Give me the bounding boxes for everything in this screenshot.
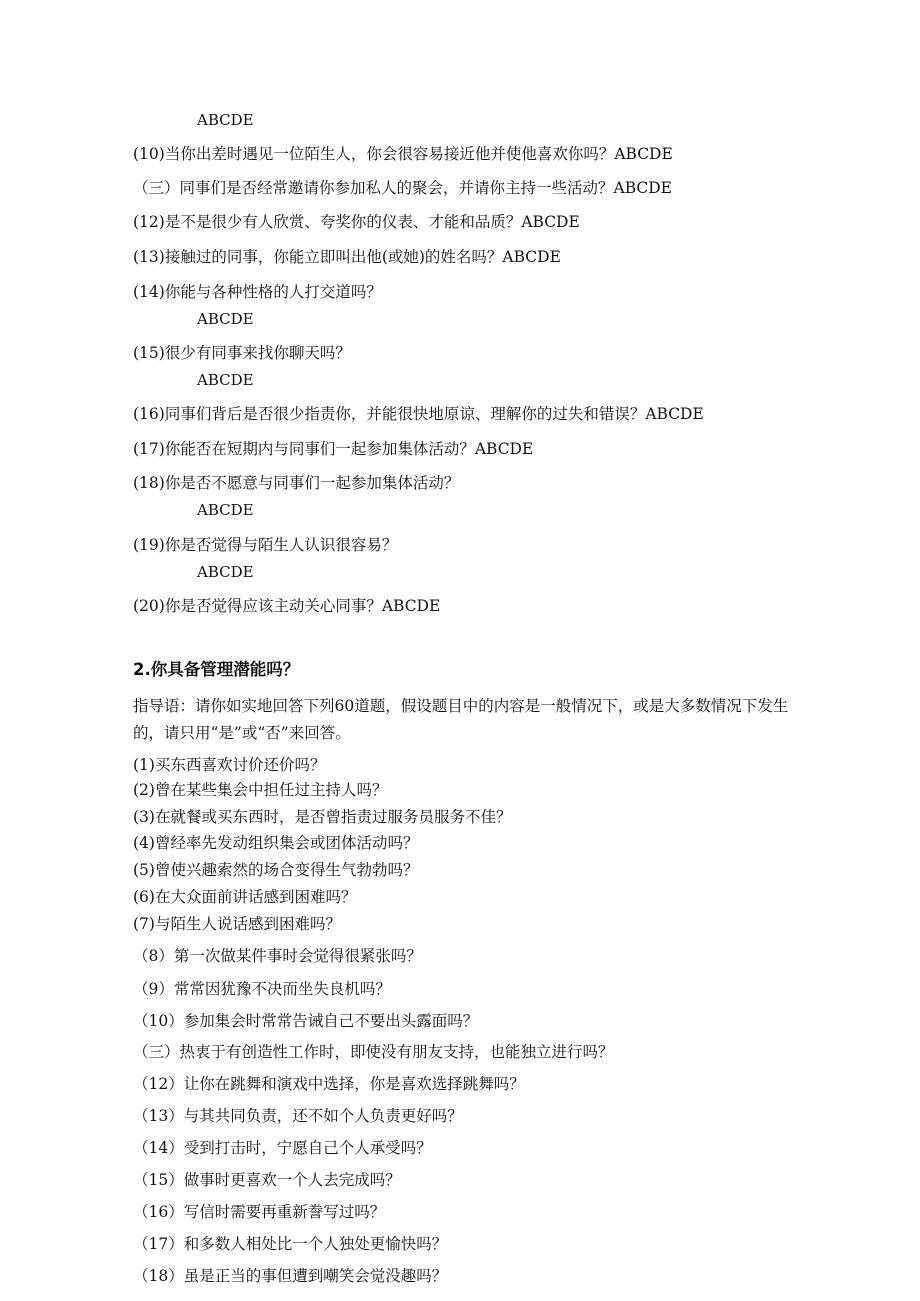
question-line: (20)你是否觉得应该主动关心同事？ABCDE [133,597,441,615]
answer-options: ABCDE [197,310,254,328]
question-line: (17)你能否在短期内与同事们一起参加集体活动？ABCDE [133,440,534,458]
question-line: （10）参加集会时常常告诫自己不要出头露面吗？ [133,1012,479,1030]
question-line: (18)你是否不愿意与同事们一起参加集体活动？ [133,474,460,492]
question-line: (19)你是否觉得与陌生人认识很容易？ [133,536,398,554]
question-line: (12)是不是很少有人欣赏、夸奖你的仪表、才能和品质？ABCDE [133,213,580,231]
instructions-paragraph: 指导语：请你如实地回答下列60道题，假设题目中的内容是一般情况下，或是大多数情况下发生的，请只用“是”或“否”来回答。 [133,697,789,742]
section-heading: 2.你具备管理潜能吗？ [133,660,300,679]
question-line: (7)与陌生人说话感到困难吗？ [133,915,341,933]
question-line: （13）与其共同负责，还不如个人负责更好吗？ [133,1107,463,1125]
question-line: （三）同事们是否经常邀请你参加私人的聚会，并请你主持一些活动？ABCDE [133,179,672,197]
question-line: （15）做事时更喜欢一个人去完成吗？ [133,1171,401,1189]
question-line: (16)同事们背后是否很少指责你，并能很快地原谅、理解你的过失和错误？ABCDE [133,405,704,423]
question-line: （9）常常因犹豫不决而坐失良机吗？ [133,980,391,998]
question-line: (1)买东西喜欢讨价还价吗？ [133,756,326,774]
question-line: (10)当你出差时遇见一位陌生人，你会很容易接近他并使他喜欢你吗？ABCDE [133,145,673,163]
answer-options: ABCDE [197,371,254,389]
question-line: (14)你能与各种性格的人打交道吗？ [133,283,382,301]
question-line: （12）让你在跳舞和演戏中选择，你是喜欢选择跳舞吗？ [133,1075,525,1093]
question-line: （18）虽是正当的事但遭到嘲笑会觉没趣吗？ [133,1267,448,1285]
question-line: (13)接触过的同事，你能立即叫出他(或她)的姓名吗？ABCDE [133,248,561,266]
question-line: （8）第一次做某件事时会觉得很紧张吗？ [133,947,422,965]
question-line: (3)在就餐或买东西时，是否曾指责过服务员服务不佳？ [133,808,512,826]
question-line: (15)很少有同事来找你聊天吗？ [133,344,351,362]
answer-options: ABCDE [197,111,254,129]
question-line: (5)曾使兴趣索然的场合变得生气勃勃吗？ [133,861,419,879]
question-line: (6)在大众面前讲话感到困难吗？ [133,888,357,906]
question-line: (2)曾在某些集会中担任过主持人吗？ [133,781,388,799]
question-line: （三）热衷于有创造性工作时，即使没有朋友支持，也能独立进行吗？ [133,1043,614,1061]
question-line: （16）写信时需要再重新誊写过吗？ [133,1203,386,1221]
question-line: （17）和多数人相处比一个人独处更愉快吗？ [133,1235,448,1253]
question-line: (4)曾经率先发动组织集会或团体活动吗？ [133,834,419,852]
answer-options: ABCDE [197,501,254,519]
question-line: （14）受到打击时，宁愿自己个人承受吗？ [133,1139,432,1157]
answer-options: ABCDE [197,563,254,581]
